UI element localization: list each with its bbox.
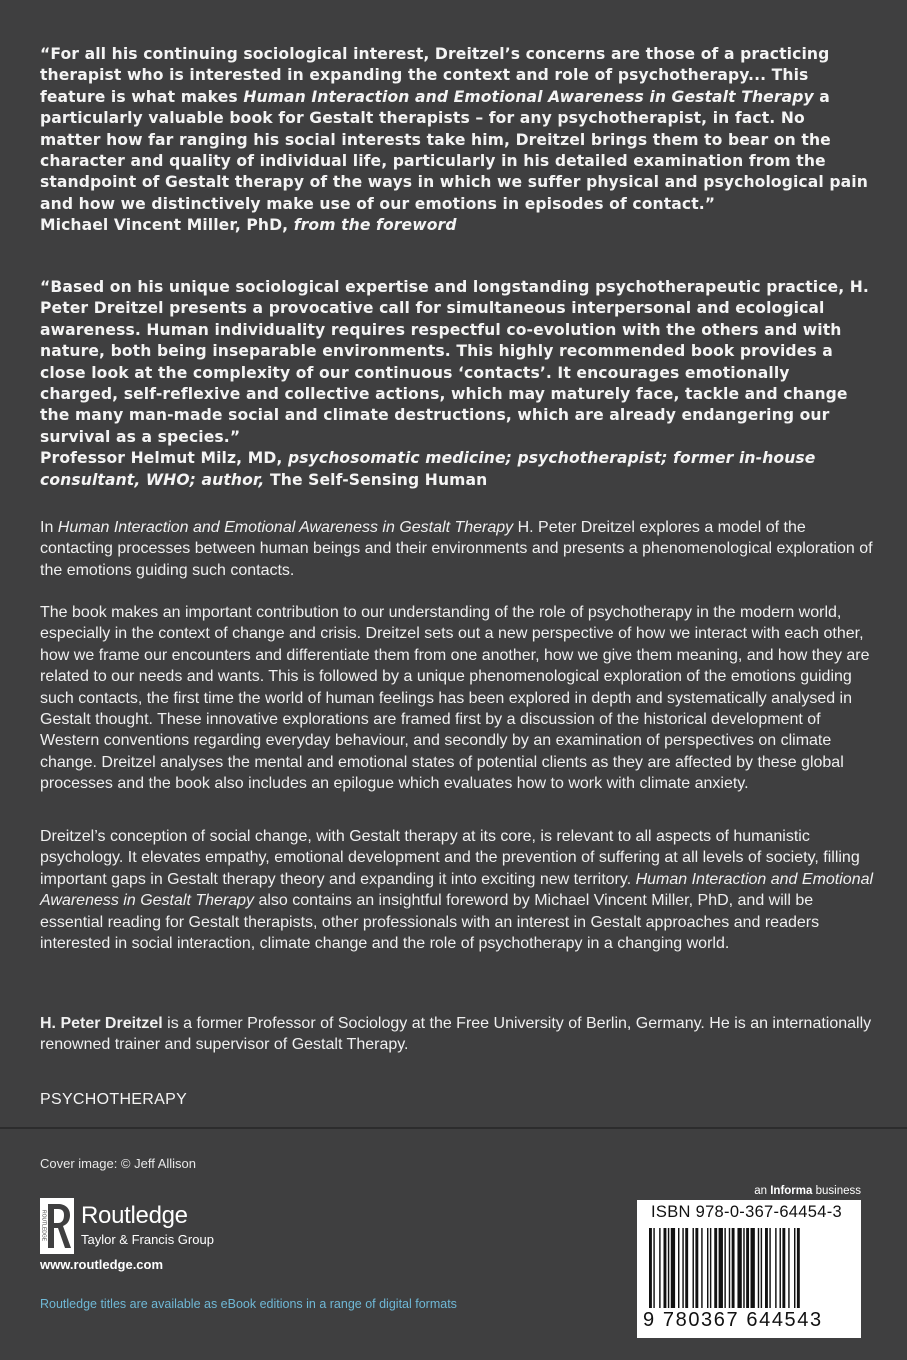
barcode-bar bbox=[719, 1228, 723, 1308]
barcode-digits: 9 780367 644543 bbox=[643, 1309, 823, 1331]
barcode-bar bbox=[685, 1228, 688, 1308]
barcode-bar bbox=[707, 1228, 708, 1308]
text-run: also contains an insightful foreword by Michael Vincent Miller, PhD, and will be essential reading for Gestalt therapists, other professionals with an interest in Gestalt approaches and readers interested in social interaction, climate change and the role of psychotherapy in a changing world. bbox=[40, 892, 820, 953]
text-run: In bbox=[40, 519, 58, 536]
barcode-bar bbox=[761, 1228, 762, 1308]
barcode-bar bbox=[671, 1228, 675, 1308]
barcode-bar bbox=[649, 1228, 652, 1308]
barcode-bar bbox=[765, 1228, 768, 1308]
publisher-group: Taylor & Francis Group bbox=[81, 1232, 214, 1247]
barcode-bar bbox=[710, 1228, 711, 1308]
endorser-name: Michael Vincent Miller, PhD, bbox=[40, 216, 294, 235]
author-name: H. Peter Dreitzel bbox=[40, 1015, 163, 1032]
endorser-role: from the foreword bbox=[293, 216, 457, 235]
endorser-role: psychosomatic medicine; psychotherapist; former in-house consultant, WHO; author, bbox=[40, 449, 816, 489]
barcode-bar bbox=[794, 1228, 795, 1308]
ebook-note: Routledge titles are available as eBook editions in a range of digital formats bbox=[40, 1297, 457, 1311]
barcode-bars bbox=[645, 1228, 853, 1308]
isbn-barcode bbox=[637, 1200, 861, 1338]
text-run: an bbox=[754, 1185, 771, 1197]
informa-tagline bbox=[754, 1185, 861, 1197]
footer-divider bbox=[0, 1127, 907, 1129]
endorsement-miller bbox=[40, 44, 870, 237]
book-title: Human Interaction and Emotional Awareness in Gestalt Therapy bbox=[243, 87, 814, 106]
author-bio bbox=[40, 1013, 875, 1056]
barcode-bar bbox=[695, 1228, 698, 1308]
barcode-bar bbox=[693, 1228, 694, 1308]
barcode-bar bbox=[780, 1228, 781, 1308]
text-run: Dreitzel’s conception of social change, with Gestalt therapy at its core, is relevant to all aspects of humanistic psychology. It elevates empathy, emotional development and the prevention of suffering at all levels of society, filling important gaps in Gestalt therapy theory and expanding it into exciting new territory. bbox=[40, 828, 860, 888]
endorser-name: Professor Helmut Milz, MD, bbox=[40, 449, 288, 468]
endorsement-quote-part: a particularly valuable book for Gestalt therapists – for any psychotherapist, in fact. No matter how far ranging his social interests take him, Dreitzel brings them to bear on the character and quality of individual life, particularly in his detailed examination from the standpoint of Gestalt therapy of the ways in which we suffer physical and psychological pain and how we distinctively make use of our emotions in episodes of contact.” bbox=[40, 87, 868, 213]
barcode-bar bbox=[682, 1228, 683, 1308]
subject-category: PSYCHOTHERAPY bbox=[40, 1091, 188, 1108]
barcode-bar bbox=[668, 1228, 669, 1308]
endorsement-milz bbox=[40, 277, 870, 491]
barcode-bar bbox=[782, 1228, 785, 1308]
barcode-bar bbox=[797, 1228, 800, 1308]
svg-text:ROUTLEDGE: ROUTLEDGE bbox=[40, 1210, 47, 1242]
endorsement-quote: “Based on his unique sociological expertise and longstanding psychotherapeutic practice, H. Peter Dreitzel presents a provocative call for simultaneous interpersonal and ecological awareness. Human individuality requires respectful co-evolution with the others and with nature, both being inseparable environments. This highly recommended book provides a close look at the complexity of our continuous ‘contacts’. It encourages emotionally charged, self-reflexive and collective actions, which may maturely face, tackle and change the many man-made social and climate destructions, which are already endangering our survival as a species.” bbox=[40, 278, 869, 446]
barcode-bar bbox=[701, 1228, 702, 1308]
informa-brand: Informa bbox=[770, 1185, 813, 1197]
barcode-bar bbox=[788, 1228, 789, 1308]
barcode-bar bbox=[751, 1228, 755, 1308]
barcode-bar bbox=[729, 1228, 730, 1308]
text-run: business bbox=[812, 1185, 861, 1197]
barcode-bar bbox=[659, 1228, 660, 1308]
barcode-bar bbox=[743, 1228, 744, 1308]
description-paragraph bbox=[40, 826, 875, 954]
description-paragraph bbox=[40, 517, 875, 581]
barcode-bar bbox=[737, 1228, 741, 1308]
barcode-bar bbox=[769, 1228, 770, 1308]
description-paragraph: The book makes an important contribution to our understanding of the role of psychotherapy in the modern world, especially in the context of change and crisis. Dreitzel sets out a new perspective of how we interact with each other, how we frame our encounters and differentiate them from one another, how we give them meaning, and how they are related to our needs and wants. This is followed by a unique phenomenological exploration of the emotions guiding such contacts, the first time the world of human feelings has been explored in depth and systematically analysed in Gestalt thought. These innovative explorations are framed first by a discussion of the historical development of Western conventions regarding everyday behaviour, and secondly by an examination of perspectives on climate change. Dreitzel analyses the mental and emotional states of potential clients as they are affected by these global processes and the book also includes an epilogue which evaluates how to work with climate anxiety. bbox=[40, 604, 870, 793]
barcode-bar bbox=[775, 1228, 776, 1308]
barcode-bar bbox=[724, 1228, 725, 1308]
publisher-logo bbox=[40, 1198, 240, 1254]
barcode-bar bbox=[732, 1228, 735, 1308]
book-title: Human Interaction and Emotional Awareness in Gestalt Therapy bbox=[40, 870, 874, 910]
barcode-bar bbox=[653, 1228, 654, 1308]
isbn-label: ISBN 978-0-367-64454-3 bbox=[651, 1203, 842, 1221]
routledge-r-icon bbox=[40, 1198, 74, 1254]
barcode-bar bbox=[714, 1228, 717, 1308]
publisher-name: Routledge bbox=[81, 1202, 188, 1229]
text-run: is a former Professor of Sociology at the Free University of Berlin, Germany. He is an internationally renowned trainer and supervisor of Gestalt Therapy. bbox=[40, 1015, 872, 1054]
barcode-bar bbox=[758, 1228, 759, 1308]
book-title: Human Interaction and Emotional Awareness in Gestalt Therapy bbox=[57, 519, 514, 536]
publisher-website-link[interactable]: www.routledge.com bbox=[40, 1257, 164, 1272]
cover-credit: Cover image: © Jeff Allison bbox=[40, 1156, 197, 1171]
text-run: H. Peter Dreitzel explores a model of the contacting processes between human beings and their environments and presents a phenomenological exploration of the emotions guiding such contacts. bbox=[40, 519, 873, 579]
barcode-bar bbox=[746, 1228, 749, 1308]
barcode-bar bbox=[678, 1228, 679, 1308]
barcode-bar bbox=[664, 1228, 667, 1308]
endorser-book: The Self-Sensing Human bbox=[270, 470, 488, 489]
endorsement-quote-part: “For all his continuing sociological interest, Dreitzel’s concerns are those of a practicing therapist who is interested in expanding the context and role of psychotherapy... This feature is what makes bbox=[40, 45, 830, 106]
